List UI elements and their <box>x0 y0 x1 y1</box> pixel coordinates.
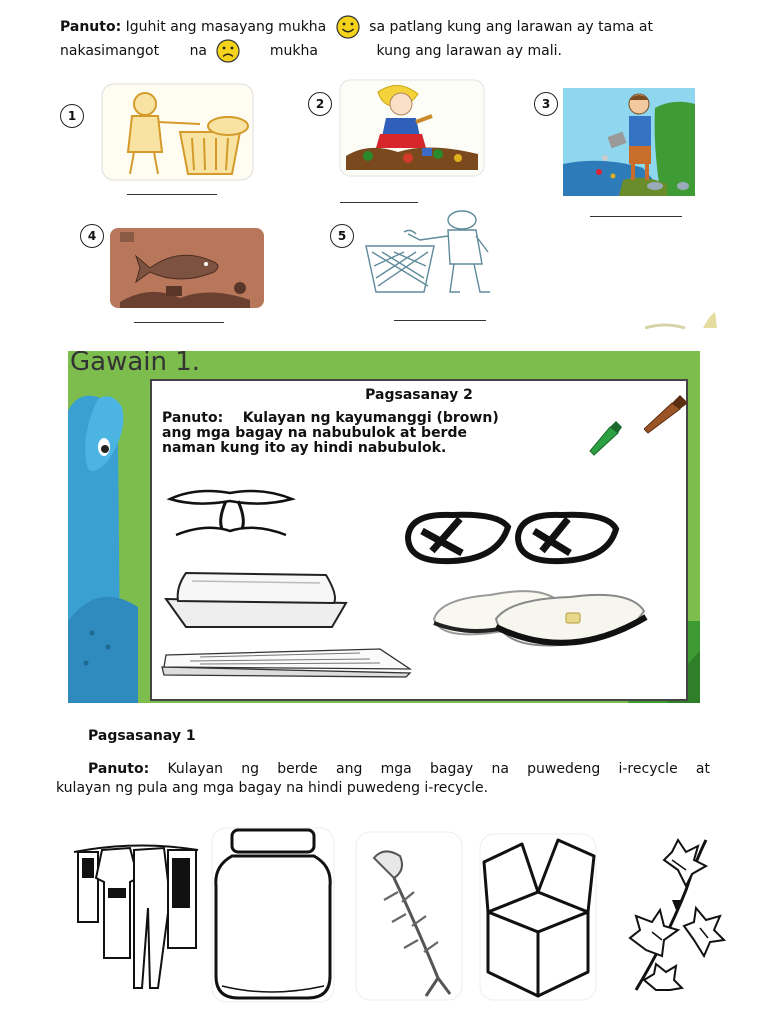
happy-face-icon <box>335 14 361 40</box>
instruction-text: sa patlang kung ang larawan ay tama at <box>369 19 653 35</box>
instruction-text: nakasimangot <box>60 43 160 59</box>
green-crayon-icon <box>588 421 624 457</box>
item-number-4: 4 <box>80 224 104 248</box>
answer-blank-3[interactable] <box>590 216 682 217</box>
paper-stack-image <box>160 641 414 681</box>
instruction-text: mukha <box>269 43 318 59</box>
girl-throwing-trash-image <box>100 82 255 182</box>
partial-decoration-image <box>645 310 720 330</box>
item-number-2: 2 <box>308 92 332 116</box>
answer-blank-2[interactable] <box>340 202 418 203</box>
white-shoes-image <box>430 579 648 659</box>
instruction-text: kung ang larawan ay mali. <box>376 43 562 59</box>
answer-blank-4[interactable] <box>134 322 224 323</box>
answer-blank-5[interactable] <box>394 320 486 321</box>
clothes-on-line-image <box>72 838 200 998</box>
brown-crayon-icon <box>644 395 688 435</box>
apple-core-image <box>166 485 296 545</box>
instruction-text: naman kung ito ay hindi nabubulok. <box>162 440 447 456</box>
boy-dumping-trash-in-water-image <box>563 88 695 196</box>
item-number-3: 3 <box>534 92 558 116</box>
fish-bone-image <box>354 830 464 1002</box>
gawain-heading: Gawain 1. <box>70 351 201 377</box>
instruction-text: Kulayan ng kayumanggi (brown) <box>242 410 499 426</box>
panuto-label: Panuto: <box>88 761 150 777</box>
panuto-label: Panuto: <box>162 410 224 426</box>
card-title: Pagsasanay 2 <box>365 387 473 403</box>
gawain-worksheet <box>68 351 700 703</box>
instruction-text: Iguhit ang masayang mukha <box>125 19 327 35</box>
styrofoam-food-box-image <box>162 565 352 633</box>
top-instruction-line2 <box>60 38 740 64</box>
sad-face-icon <box>215 38 241 64</box>
item-number-5: 5 <box>330 224 354 248</box>
panuto-label: Panuto: <box>60 19 122 35</box>
slippers-image <box>402 507 620 567</box>
section-instruction-line1 <box>56 760 710 778</box>
section-instruction-line2: kulayan ng pula ang mga bagay na hindi puwedeng i-recycle. <box>56 780 489 796</box>
boy-throwing-trash-in-bin-image <box>364 206 504 298</box>
section-title: Pagsasanay 1 <box>88 728 196 744</box>
instruction-text: ang mga bagay na nabubulok at berde <box>162 425 467 441</box>
dried-leaves-image <box>616 830 726 1000</box>
answer-blank-1[interactable] <box>127 194 217 195</box>
item-number-1: 1 <box>60 104 84 128</box>
pagsasanay2-card <box>150 379 688 701</box>
top-instruction-line1 <box>60 14 740 40</box>
cardboard-box-image <box>478 832 598 1002</box>
glass-jar-image <box>210 826 336 1004</box>
instruction-text: na <box>189 43 208 59</box>
girl-on-garbage-pile-image <box>338 78 486 178</box>
instruction-text: Kulayan ng berde ang mga bagay na puwedeng i-recycle at <box>167 761 710 777</box>
fish-in-polluted-water-image <box>110 228 264 308</box>
